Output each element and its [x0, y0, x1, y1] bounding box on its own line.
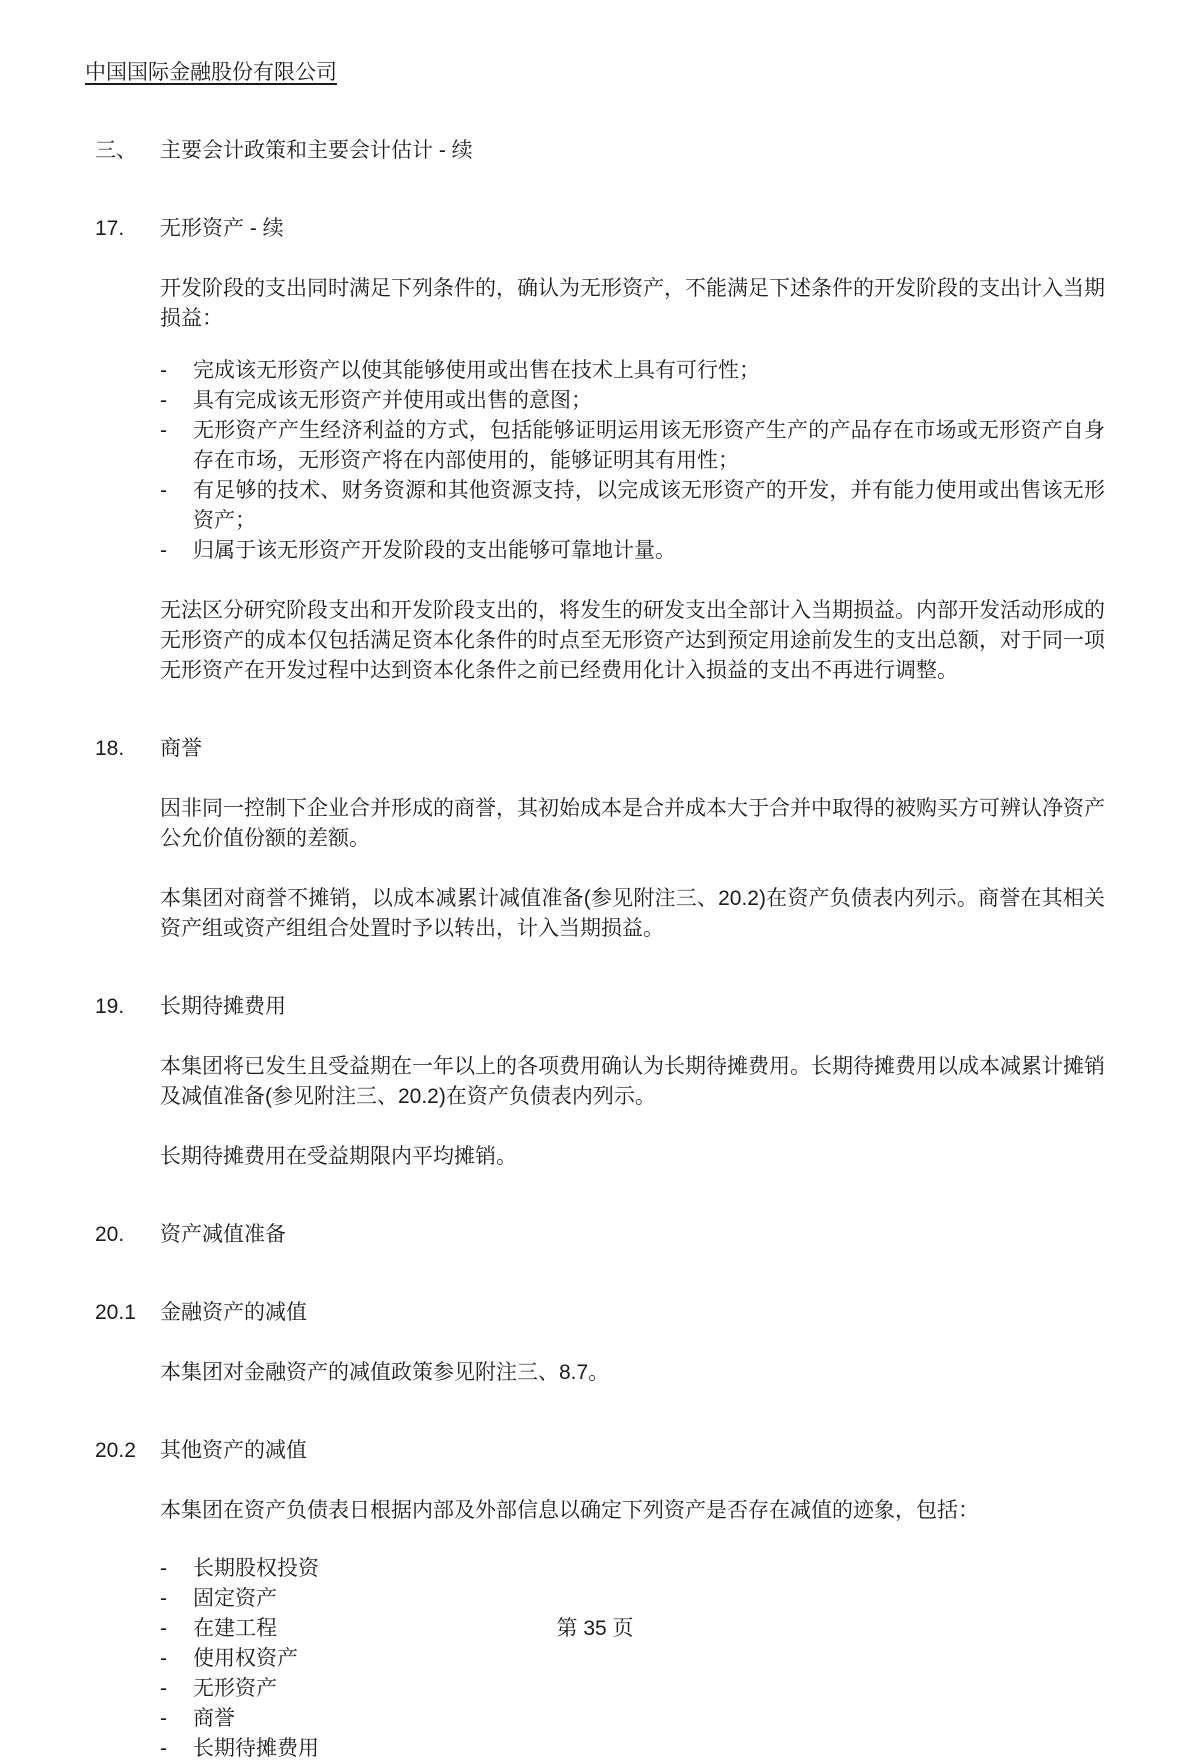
bullet-dash: - [160, 1737, 167, 1760]
section-title: 无形资产 - 续 [160, 217, 284, 240]
list-item-text: 长期待摊费用 [193, 1737, 319, 1760]
section-number: 三、 [95, 139, 137, 162]
section-number: 17. [95, 217, 125, 240]
list-item-text: 具有完成该无形资产并使用或出售的意图； [193, 389, 592, 412]
list-item-text: 固定资产 [193, 1587, 277, 1610]
list-item-text: 无形资产 [193, 1677, 277, 1700]
bullet-dash: - [160, 359, 167, 382]
list-item [160, 1584, 1105, 1614]
list-item-text: 完成该无形资产以使其能够使用或出售在技术上具有可行性； [193, 359, 760, 382]
section-title: 资产减值准备 [160, 1223, 286, 1246]
section-20-2-heading [95, 1436, 1190, 1466]
section-18-paragraph-1: 因非同一控制下企业合并形成的商誉，其初始成本是合并成本大于合并中取得的被购买方可辨认净资产公允价值份额的差额。 [160, 797, 1105, 850]
section-3-heading [95, 136, 1190, 166]
list-item [160, 356, 1105, 386]
section-title: 金融资产的减值 [160, 1301, 307, 1324]
page-number: 第 35 页 [556, 1617, 634, 1640]
list-item [160, 536, 1105, 566]
section-18-paragraph-2: 本集团对商誉不摊销，以成本减累计减值准备(参见附注三、20.2)在资产负债表内列示。商誉在其相关资产组或资产组组合处置时予以转出，计入当期损益。 [160, 887, 1105, 940]
company-name: 中国国际金融股份有限公司 [85, 61, 337, 84]
section-number: 19. [95, 995, 125, 1018]
list-item-text: 商誉 [193, 1707, 235, 1730]
section-number: 20. [95, 1223, 125, 1246]
list-item [160, 476, 1105, 536]
list-item-text: 无形资产产生经济利益的方式，包括能够证明运用该无形资产生产的产品存在市场或无形资产自身存在市场，无形资产将在内部使用的，能够证明其有用性； [193, 419, 1105, 472]
bullet-dash: - [160, 539, 167, 562]
section-19-heading [95, 992, 1190, 1022]
list-item [160, 1644, 1105, 1674]
bullet-dash: - [160, 1557, 167, 1580]
section-20-2-asset-list [160, 1554, 1105, 1764]
section-17-heading [95, 214, 1190, 244]
section-20-1-heading [95, 1298, 1190, 1328]
bullet-dash: - [160, 1617, 167, 1640]
section-17-intro-paragraph: 开发阶段的支出同时满足下列条件的，确认为无形资产，不能满足下述条件的开发阶段的支出计入当期损益： [160, 277, 1105, 330]
section-number: 20.2 [95, 1439, 136, 1462]
section-20-1-paragraph: 本集团对金融资产的减值政策参见附注三、8.7。 [160, 1361, 610, 1384]
list-item-text: 在建工程 [193, 1617, 277, 1640]
section-title: 主要会计政策和主要会计估计 - 续 [160, 139, 473, 162]
section-18-heading [95, 734, 1190, 764]
section-title: 长期待摊费用 [160, 995, 286, 1018]
bullet-dash: - [160, 1707, 167, 1730]
bullet-dash: - [160, 1677, 167, 1700]
section-number: 20.1 [95, 1301, 136, 1324]
list-item-text: 有足够的技术、财务资源和其他资源支持，以完成该无形资产的开发，并有能力使用或出售该无形资产； [193, 479, 1105, 532]
section-20-heading [95, 1220, 1190, 1250]
list-item [160, 1734, 1105, 1764]
section-title: 其他资产的减值 [160, 1439, 307, 1462]
section-17-bullet-list [160, 356, 1105, 566]
section-20-2-paragraph: 本集团在资产负债表日根据内部及外部信息以确定下列资产是否存在减值的迹象，包括： [160, 1499, 979, 1522]
list-item [160, 1704, 1105, 1734]
bullet-dash: - [160, 1647, 167, 1670]
section-19-paragraph-1: 本集团将已发生且受益期在一年以上的各项费用确认为长期待摊费用。长期待摊费用以成本减累计摊销及减值准备(参见附注三、20.2)在资产负债表内列示。 [160, 1055, 1105, 1108]
section-19-paragraph-2: 长期待摊费用在受益期限内平均摊销。 [160, 1145, 517, 1168]
bullet-dash: - [160, 389, 167, 412]
bullet-dash: - [160, 419, 167, 442]
list-item [160, 1554, 1105, 1584]
list-item [160, 386, 1105, 416]
list-item-text: 归属于该无形资产开发阶段的支出能够可靠地计量。 [193, 539, 676, 562]
section-title: 商誉 [160, 737, 202, 760]
bullet-dash: - [160, 479, 167, 502]
list-item [160, 416, 1105, 476]
list-item-text: 使用权资产 [193, 1647, 298, 1670]
bullet-dash: - [160, 1587, 167, 1610]
section-number: 18. [95, 737, 125, 760]
list-item-text: 长期股权投资 [193, 1557, 319, 1580]
section-17-closing-paragraph: 无法区分研究阶段支出和开发阶段支出的，将发生的研发支出全部计入当期损益。内部开发活动形成的无形资产的成本仅包括满足资本化条件的时点至无形资产达到预定用途前发生的支出总额，对于同一项无形资产在开发过程中达到资本化条件之前已经费用化计入损益的支出不再进行调整。 [160, 599, 1105, 682]
list-item [160, 1674, 1105, 1704]
